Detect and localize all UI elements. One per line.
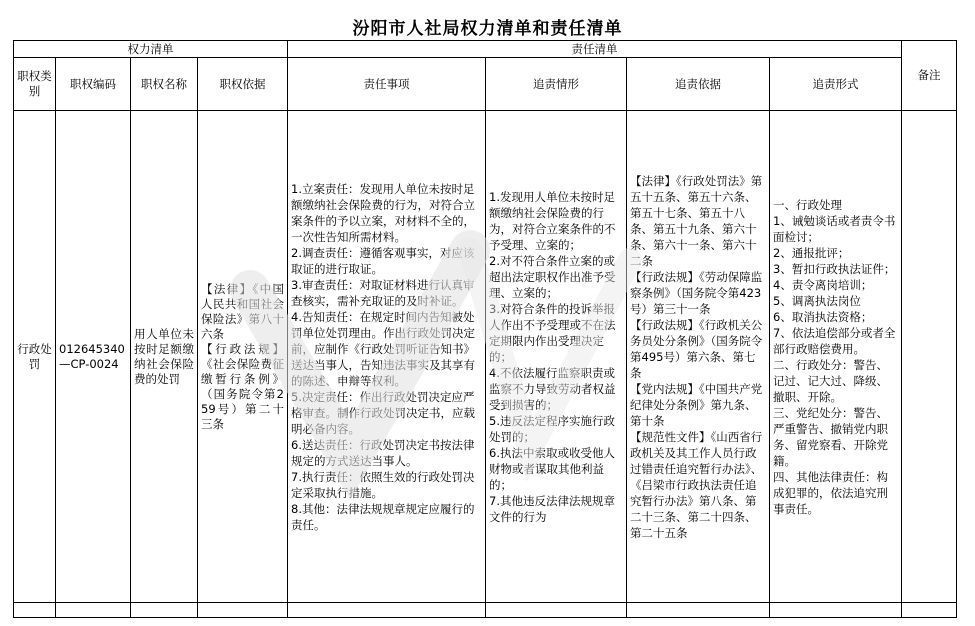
header-code: 职权编码 [56, 58, 131, 111]
power-responsibility-table [13, 40, 957, 618]
cell-name: 用人单位未按时足额缴纳社会保险费的处罚 [131, 111, 198, 603]
page-title: 汾阳市人社局权力清单和责任清单 [352, 19, 623, 39]
header-accountability-cases: 追责情形 [486, 58, 627, 111]
cell-accountability-forms: 一、行政处理 1、诫勉谈话或者责令书面检讨； 2、通报批评； 3、暂扣行政执法证件； 4、责令离岗培训； 5、调离执法岗位 6、取消执法资格； 7、依法追偿部分或者全部行政赔偿费用。 二、行政处分：警告、记过、记大过、降级、撤职、开除。 三、党纪处分：警告、严重警告、撤销党内职务、留党察看、开除党籍。 四、其他法律责任：构成犯罪的，依法追究刑事责任。 [770, 111, 902, 603]
cell-code: 012645340—CP-0024 [56, 111, 131, 603]
header-basis: 职权依据 [198, 58, 288, 111]
cell-duties: 1.立案责任：发现用人单位未按时足额缴纳社会保险费的行为，对符合立案条件的予以立案，对材料不全的，一次性告知所需材料。 2.调查责任：遵循客观事实，对应该取证的进行取证。 3.审查责任：对取证材料进行认真审查核实，需补充取证的及时补证。 4.告知责任：在规定时间内告知被处罚单位处罚理由。作出行政处罚决定前，应制作《行政处罚听证告知书》送达当事人，告知违法事实及其享有的陈述、申辩等权利。 5.决定责任：作出行政处罚决定应严格审查。制作行政处罚决定书，应载明必备内容。 6.送达责任：行政处罚决定书按法律规定的方式送达当事人。 7.执行责任：依照生效的行政处罚决定采取执行措施。 8.其他：法律法规规章规定应履行的责任。 [288, 111, 486, 603]
empty-row [14, 603, 957, 618]
header-accountability-forms: 追责形式 [770, 58, 902, 111]
cell-remarks [902, 111, 957, 603]
remarks-header: 备注 [902, 41, 957, 111]
cell-basis: 【法律】《中国人民共和国社会保险法》第八十六条 【行政法规】《社会保险费征缴暂行条例》（国务院令第259号）第二十三条 [198, 111, 288, 603]
header-duties: 责任事项 [288, 58, 486, 111]
cell-category: 行政处罚 [14, 111, 56, 603]
cell-accountability-cases: 1.发现用人单位未按时足额缴纳社会保险费的行为，对符合立案条件的不予受理、立案的； 2.对不符合条件立案的或超出法定职权作出准予受理、立案的； 3.对符合条件的投诉举报人作出不予受理或不在法定期限内作出受理决定的； 4.不依法履行监察职责或监察不力导致劳动者权益受到损害的； 5.违反法定程序实施行政处罚的； 6.执法中索取或收受他人财物或者谋取其他利益的； 7.其他违反法律法规规章文件的行为 [486, 111, 627, 603]
header-accountability-basis: 追责依据 [627, 58, 770, 111]
cell-accountability-basis: 【法律】《行政处罚法》第五十五条、第五十六条、第五十七条、第五十八条、第五十九条、第六十条、第六十一条、第六十二条 【行政法规】《劳动保障监察条例》（国务院令第423号）第三十一条 【行政法规】《行政机关公务员处分条例》（国务院令第495号）第六条、第七条 【党内法规】《中国共产党纪律处分条例》第九条、第十条 【规范性文件】《山西省行政机关及其工作人员行政过错责任追究暂行办法》、《吕梁市行政执法责任追究暂行办法》第八条、第二十三条、第二十四条、第二十五条 [627, 111, 770, 603]
power-list-header: 权力清单 [14, 41, 288, 58]
table-row [14, 111, 957, 603]
group-header-row [14, 41, 957, 58]
column-header-row [14, 58, 957, 111]
header-name: 职权名称 [131, 58, 198, 111]
responsibility-list-header: 责任清单 [288, 41, 902, 58]
header-category: 职权类别 [14, 58, 56, 111]
